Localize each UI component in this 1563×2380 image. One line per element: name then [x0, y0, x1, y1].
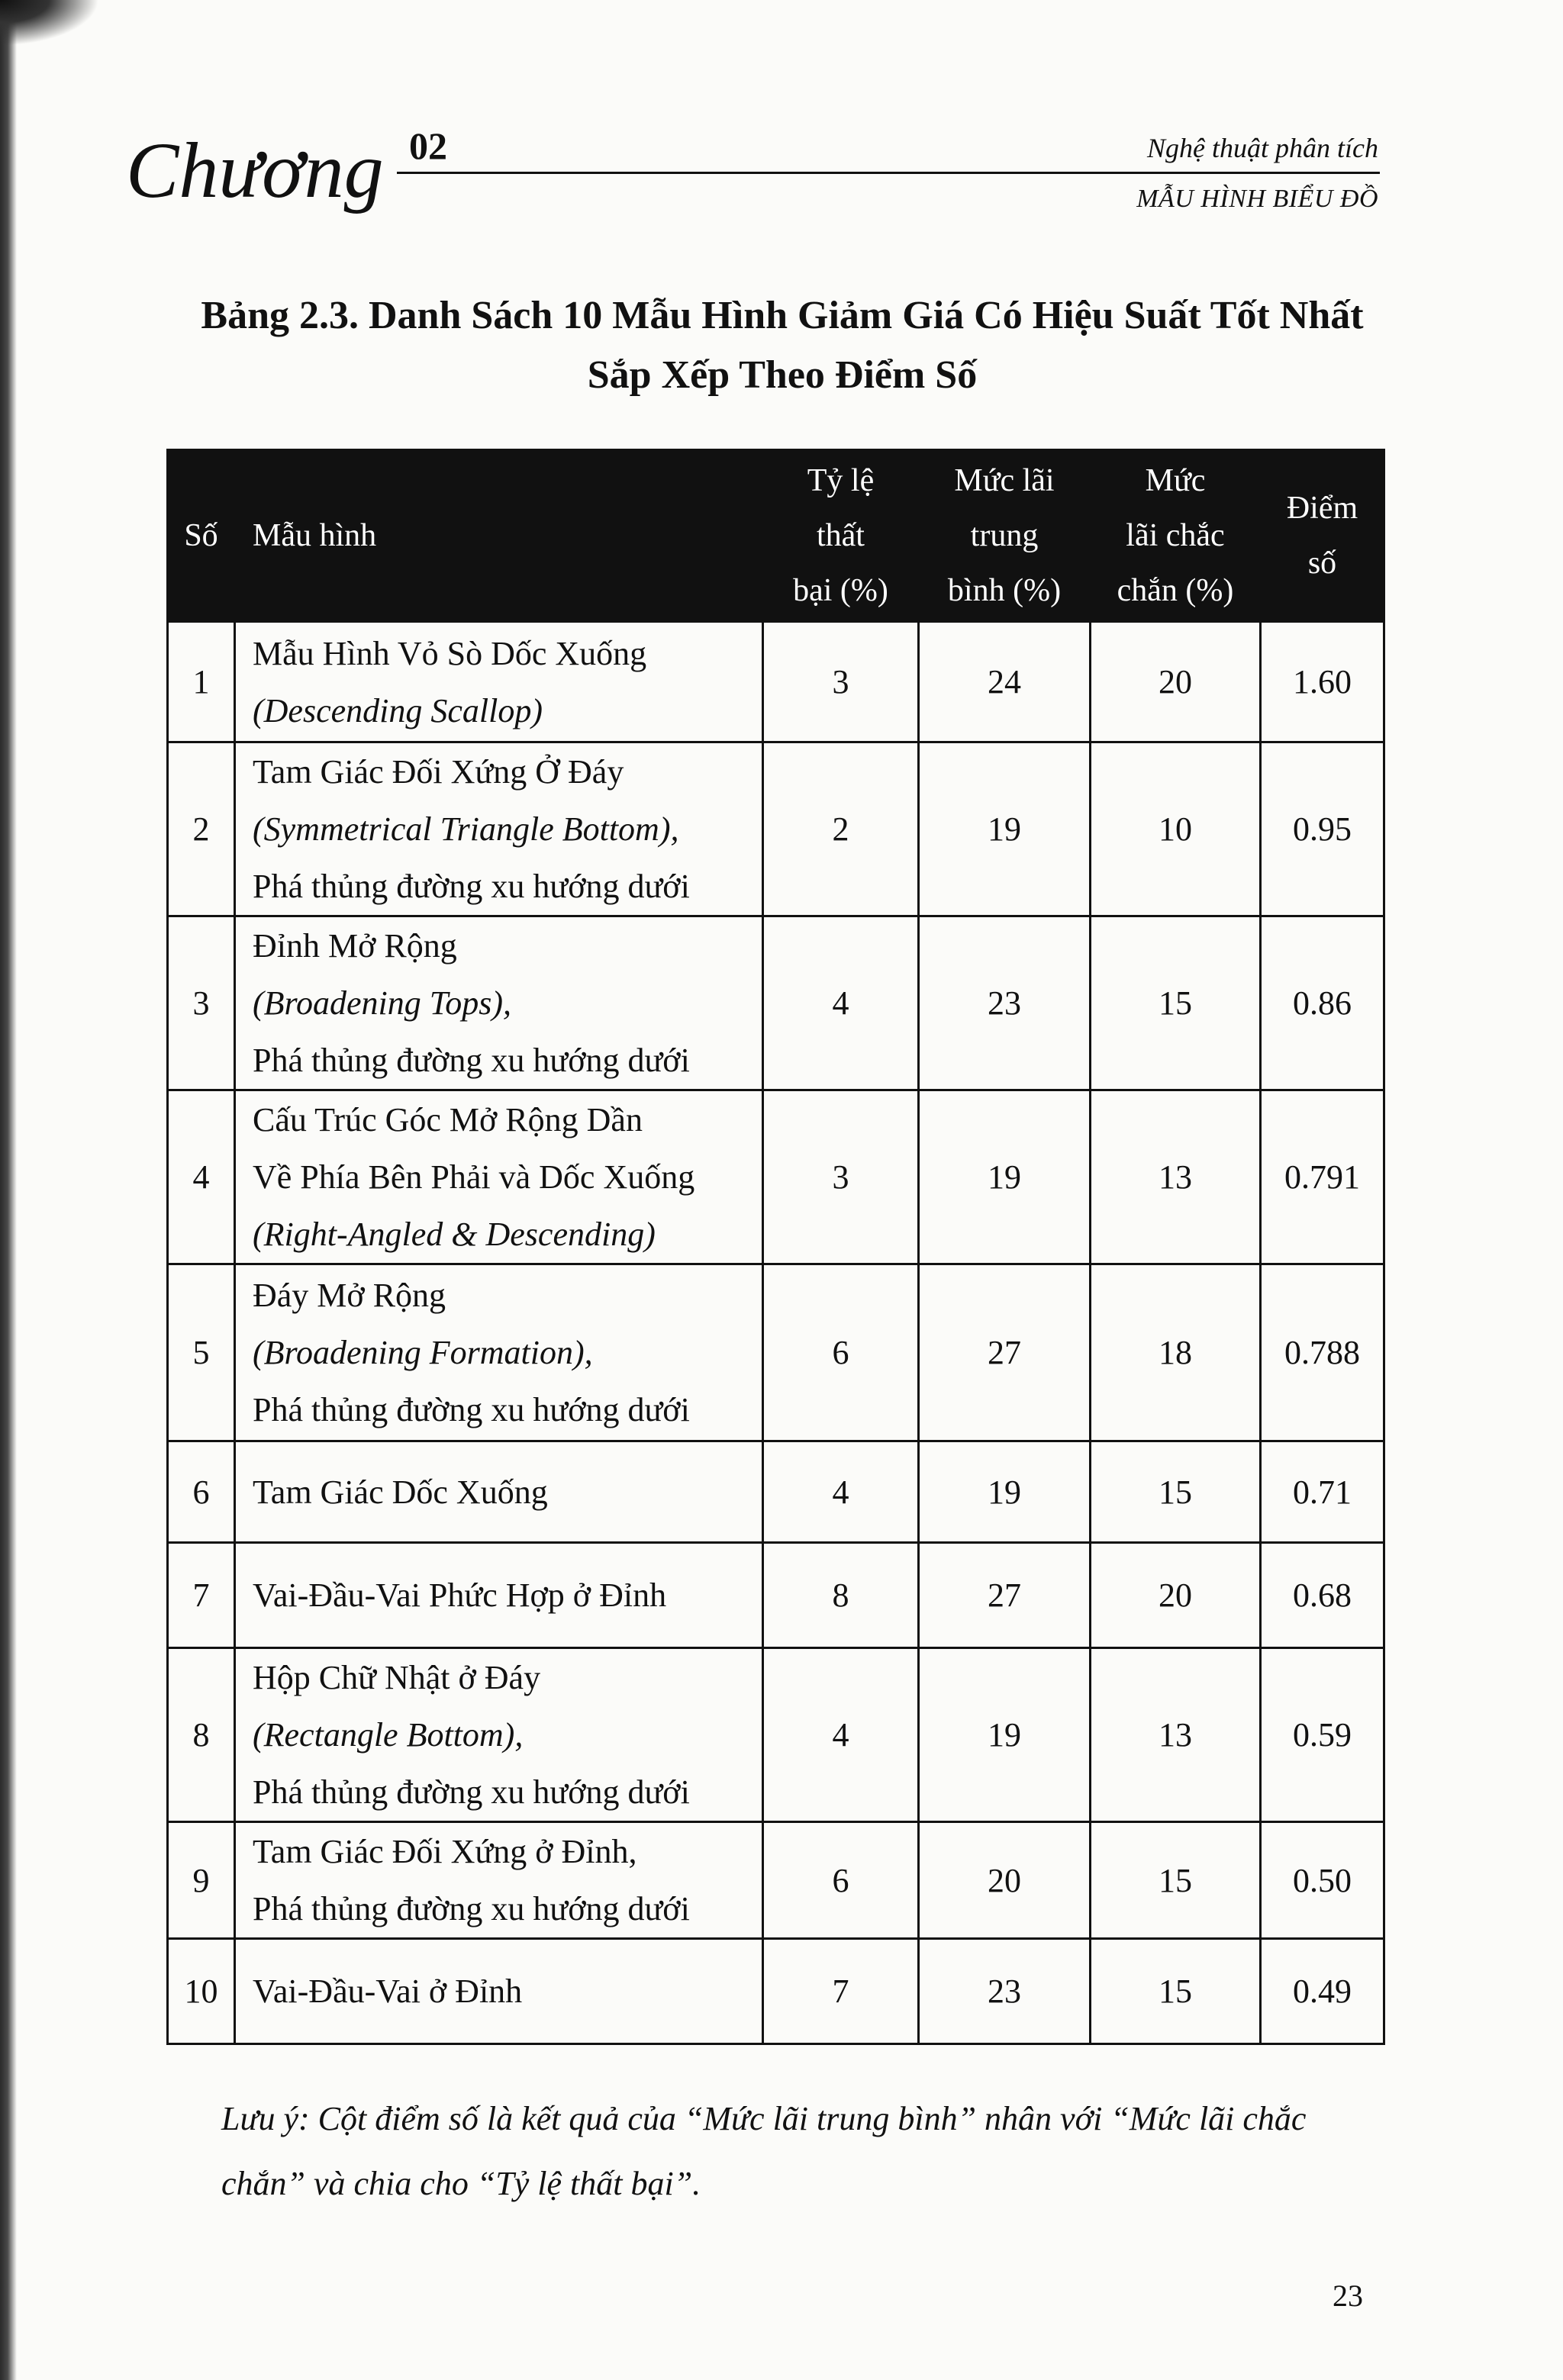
- row-sure-profit: 15: [1091, 1939, 1261, 2044]
- row-avg-profit: 23: [919, 916, 1091, 1090]
- row-fail-rate: 6: [763, 1264, 919, 1441]
- row-avg-profit: 19: [919, 742, 1091, 916]
- row-avg-profit: 23: [919, 1939, 1091, 2044]
- row-no: 4: [168, 1090, 235, 1264]
- row-score: 0.71: [1261, 1441, 1384, 1543]
- row-sure-profit: 20: [1091, 622, 1261, 742]
- row-pattern: Đỉnh Mở Rộng (Broadening Tops), Phá thủng đường xu hướng dưới: [235, 916, 763, 1090]
- row-score: 0.95: [1261, 742, 1384, 916]
- row-avg-profit: 27: [919, 1264, 1091, 1441]
- table-row: [168, 622, 1384, 742]
- row-fail-rate: 2: [763, 742, 919, 916]
- row-no: 9: [168, 1822, 235, 1939]
- row-pattern: Tam Giác Dốc Xuống: [235, 1441, 763, 1543]
- row-sure-profit: 15: [1091, 1441, 1261, 1543]
- row-avg-profit: 19: [919, 1090, 1091, 1264]
- header-avg-profit: Mức lãi trung bình (%): [919, 450, 1091, 622]
- row-no: 3: [168, 916, 235, 1090]
- row-avg-profit: 19: [919, 1441, 1091, 1543]
- row-fail-rate: 4: [763, 1648, 919, 1822]
- row-pattern: Đáy Mở Rộng (Broadening Formation), Phá thủng đường xu hướng dưới: [235, 1264, 763, 1441]
- row-score: 1.60: [1261, 622, 1384, 742]
- row-no: 5: [168, 1264, 235, 1441]
- table-row: [168, 742, 1384, 916]
- row-avg-profit: 27: [919, 1543, 1091, 1648]
- header-score: Điểm số: [1261, 450, 1384, 622]
- row-sure-profit: 15: [1091, 916, 1261, 1090]
- row-fail-rate: 4: [763, 916, 919, 1090]
- row-avg-profit: 20: [919, 1822, 1091, 1939]
- table-row: [168, 1939, 1384, 2044]
- table-row: [168, 1543, 1384, 1648]
- row-no: 6: [168, 1441, 235, 1543]
- header-no: Số: [168, 450, 235, 622]
- chapter-word: Chương: [126, 127, 384, 214]
- table-header: [168, 450, 1384, 622]
- footnote: Lưu ý: Cột điểm số là kết quả của “Mức lãi trung bình” nhân với “Mức lãi chắc chắn” và chia cho “Tỷ lệ thất bại”.: [221, 2100, 1307, 2202]
- table-title-line2: Sắp Xếp Theo Điểm Số: [587, 353, 978, 397]
- running-title-line1: Nghệ thuật phân tích: [1147, 133, 1378, 163]
- row-no: 8: [168, 1648, 235, 1822]
- table-title: [160, 286, 1404, 405]
- table-row: [168, 1441, 1384, 1543]
- header-fail-rate: Tỷ lệ thất bại (%): [763, 450, 919, 622]
- row-fail-rate: 6: [763, 1822, 919, 1939]
- header-pattern: Mẫu hình: [235, 450, 763, 622]
- header-sure-profit: Mức lãi chắc chắn (%): [1091, 450, 1261, 622]
- row-fail-rate: 3: [763, 1090, 919, 1264]
- row-fail-rate: 7: [763, 1939, 919, 2044]
- row-fail-rate: 3: [763, 622, 919, 742]
- table-row: [168, 1648, 1384, 1822]
- table-body: [168, 622, 1384, 2044]
- row-pattern: Hộp Chữ Nhật ở Đáy (Rectangle Bottom), Phá thủng đường xu hướng dưới: [235, 1648, 763, 1822]
- row-score: 0.788: [1261, 1264, 1384, 1441]
- running-title-line2: MẪU HÌNH BIỂU ĐỒ: [1136, 185, 1378, 213]
- row-no: 10: [168, 1939, 235, 2044]
- row-avg-profit: 19: [919, 1648, 1091, 1822]
- row-fail-rate: 4: [763, 1441, 919, 1543]
- row-sure-profit: 20: [1091, 1543, 1261, 1648]
- row-sure-profit: 15: [1091, 1822, 1261, 1939]
- patterns-table: [166, 449, 1385, 2045]
- row-sure-profit: 13: [1091, 1090, 1261, 1264]
- header-rule: [397, 172, 1380, 174]
- row-sure-profit: 18: [1091, 1264, 1261, 1441]
- row-avg-profit: 24: [919, 622, 1091, 742]
- row-pattern: Vai-Đầu-Vai ở Đỉnh: [235, 1939, 763, 2044]
- row-no: 2: [168, 742, 235, 916]
- row-fail-rate: 8: [763, 1543, 919, 1648]
- row-score: 0.86: [1261, 916, 1384, 1090]
- row-pattern: Tam Giác Đối Xứng Ở Đáy (Symmetrical Triangle Bottom), Phá thủng đường xu hướng dưới: [235, 742, 763, 916]
- table-title-line1: Bảng 2.3. Danh Sách 10 Mẫu Hình Giảm Giá Có Hiệu Suất Tốt Nhất: [201, 294, 1364, 337]
- chapter-number: 02: [409, 124, 447, 167]
- table-row: [168, 1822, 1384, 1939]
- row-sure-profit: 13: [1091, 1648, 1261, 1822]
- row-sure-profit: 10: [1091, 742, 1261, 916]
- row-score: 0.59: [1261, 1648, 1384, 1822]
- row-score: 0.68: [1261, 1543, 1384, 1648]
- table-row: [168, 916, 1384, 1090]
- table-row: [168, 1264, 1384, 1441]
- table-row: [168, 1090, 1384, 1264]
- scan-edge-shadow: [0, 0, 17, 2380]
- row-pattern: Mẫu Hình Vỏ Sò Dốc Xuống (Descending Scallop): [235, 622, 763, 742]
- row-no: 1: [168, 622, 235, 742]
- row-pattern: Tam Giác Đối Xứng ở Đỉnh, Phá thủng đường xu hướng dưới: [235, 1822, 763, 1939]
- scan-corner-shadow: [0, 0, 99, 46]
- row-pattern: Cấu Trúc Góc Mở Rộng Dần Về Phía Bên Phải và Dốc Xuống (Right-Angled & Descending): [235, 1090, 763, 1264]
- page-number: 23: [1333, 2279, 1363, 2313]
- row-score: 0.50: [1261, 1822, 1384, 1939]
- row-score: 0.49: [1261, 1939, 1384, 2044]
- row-score: 0.791: [1261, 1090, 1384, 1264]
- row-pattern: Vai-Đầu-Vai Phức Hợp ở Đỉnh: [235, 1543, 763, 1648]
- row-no: 7: [168, 1543, 235, 1648]
